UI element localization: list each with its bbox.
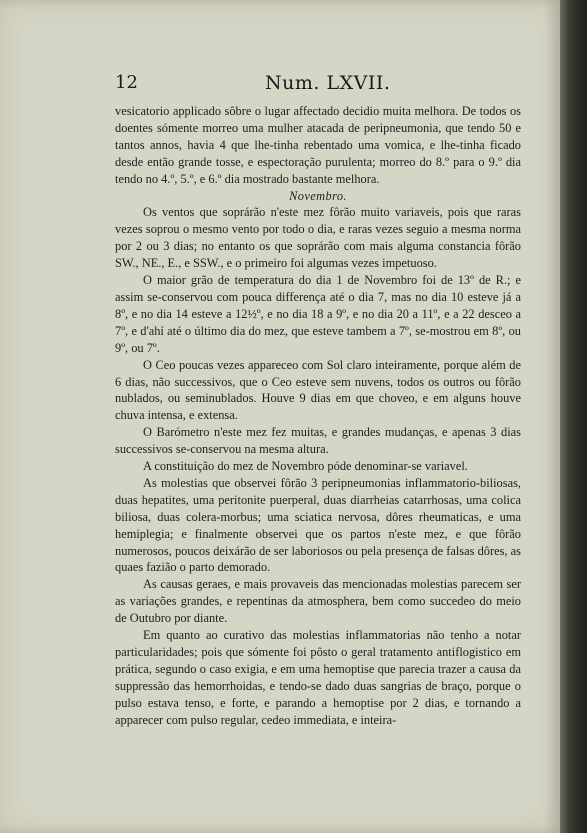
paragraph-temperature: O maior grão de temperatura do dia 1 de Novembro foi de 13º de R.; e assim se-conservou com pouca differença até o dia 7, mas no dia 10 esteve já a 8º, e no dia 14 esteve a 12½º, e no dia 18 a 9º, e no dia 20 a 11º, e a 22 desceo a 7º, e d'ahí até o último dia do mez, que esteve tambem a 7º, se-mostrou em 8º, ou 9º, ou 7º. bbox=[115, 273, 521, 355]
issue-title: Num. LXVII. bbox=[265, 72, 391, 94]
paragraph-treatment: Em quanto ao curativo das molestias inflammatorias não tenho a notar particularidades; pois que sómente foi pôsto o geral tratamento antiflogistico em prática, segundo o caso exigia, e em uma hemoptise que parecia trazer a causa da suppressão das hemorrhoidas, e tendo-se dado duas sangrias de braço, porque o pulso estava tenso, e forte, e parando a hemoptise por 2 dias, e tornando a apparecer com pulso regular, cedeo immediata, e inteira- bbox=[115, 628, 521, 727]
page-header bbox=[115, 72, 525, 94]
paragraph-constitution: A constituição do mez de Novembro póde denominar-se variavel. bbox=[143, 459, 468, 474]
paragraph-diseases: As molestias que observei fôrão 3 peripneumonias inflammatorio-biliosas, duas hepatites, uma peritonite puerperal, duas diarrheias catarrhosas, uma colica biliosa, duas colera-morbus; uma sciatica nervosa, dôres rheumaticas, e uma hemiplegia; e finalmente observei que os partos n'este mez, e que fôrão numerosos, poucos deixárão de ser laboriosos ou pela presença de falsas dôres, as quaes fazião o parto demorado. bbox=[115, 475, 521, 575]
paragraph-barometer: O Barómetro n'este mez fez muitas, e grandes mudanças, e apenas 3 dias successivos se-conservou na mesma altura. bbox=[115, 425, 521, 457]
page-edge-shadow bbox=[560, 0, 587, 833]
intro-paragraph: vesicatorio applicado sôbre o lugar affectado decidio muita melhora. De todos os doentes sómente morreo uma mulher atacada de peripneumonia, que tendo 50 e tantos annos, havia 4 que lhe-tinha rebentado uma vomica, e lhe-tinha ficado desde então grande tosse, e espectoração purulenta; morreo do 8.º para o 9.º dia tendo no 4.º, 5.º, e 6.º dia mostrado bastante melhora. bbox=[115, 104, 521, 186]
month-heading: Novembro. bbox=[289, 188, 347, 203]
page-number: 12 bbox=[115, 72, 138, 93]
paragraph-causes: As causas geraes, e mais provaveis das mencionadas molestias parecem ser as variações grandes, e repentinas da atmosphera, bem como succedeo do meio de Outubro por diante. bbox=[115, 577, 521, 626]
paragraph-sky: O Ceo poucas vezes appareceo com Sol claro inteiramente, porque além de 6 dias, não successivos, que o Ceo esteve sem nuvens, todos os outros ou fôrão nublados, ou seminublados. Houve 9 dias em que choveo, e em alguns houve chuva intensa, e extensa. bbox=[115, 357, 521, 423]
paragraph-winds: Os ventos que soprárão n'este mez fôrão muito variaveis, pois que raras vezes soprou o mesmo vento por todo o dia, e raras vezes seguio a mesma norma por 2 ou 3 dias; no entanto os que soprárão com mais alguma constancia fôrão SW., NE., E., e SSW., e o primeiro foi algumas vezes impetuoso. bbox=[115, 205, 521, 271]
body-text bbox=[115, 103, 521, 729]
